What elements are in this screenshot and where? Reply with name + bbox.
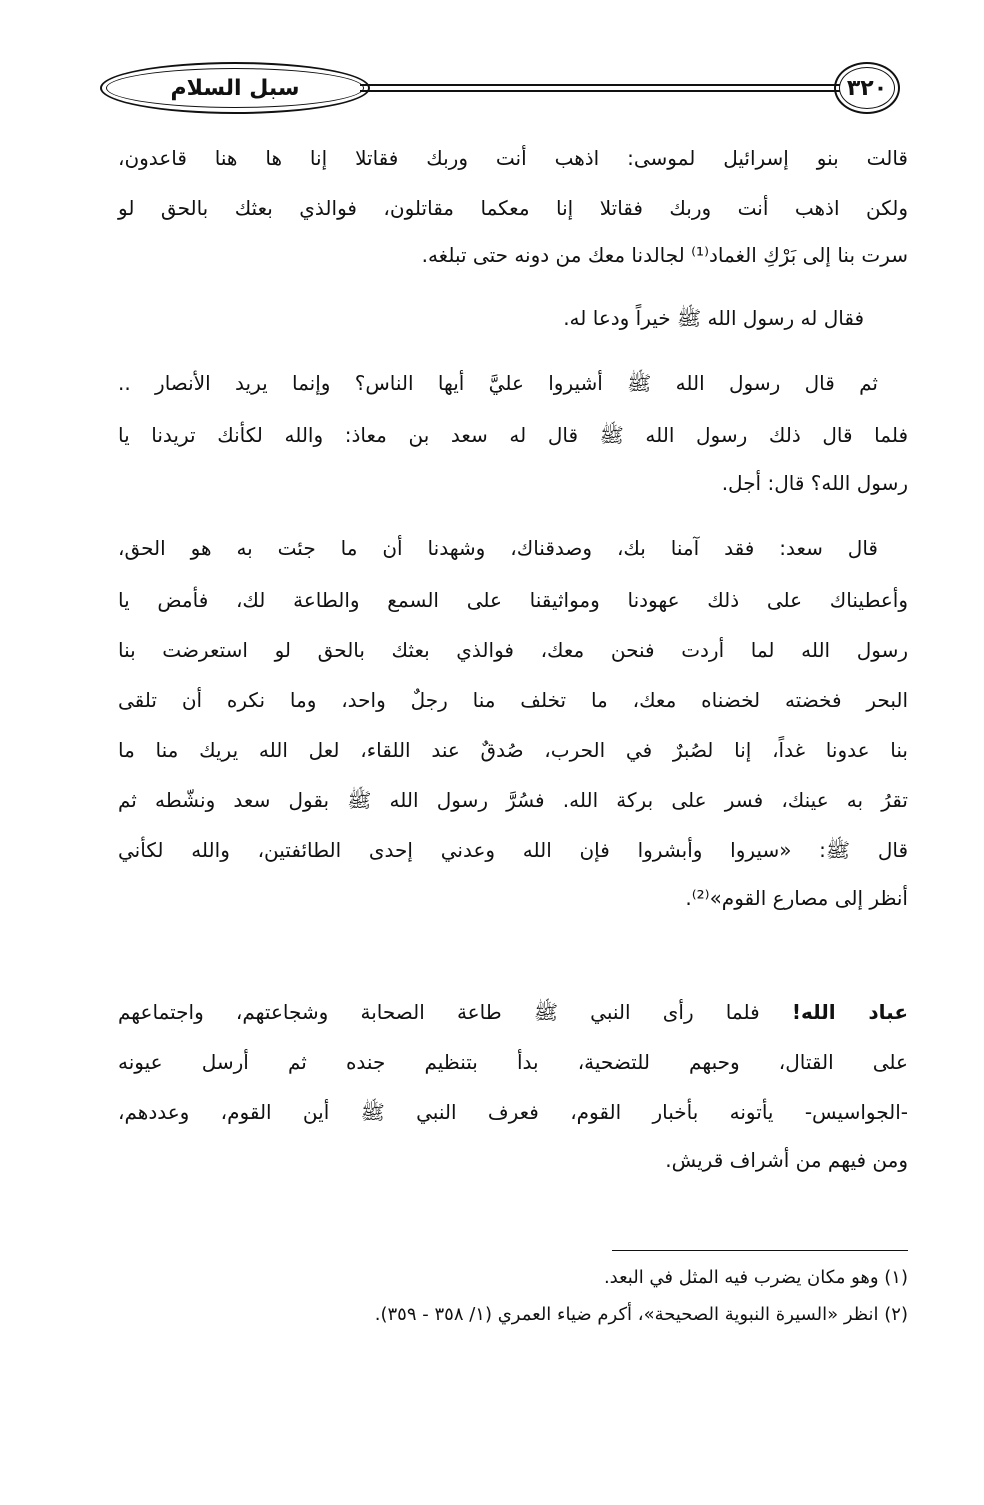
text-line: البحر فخضته لخضناه معك، ما تخلف منا رجلٌ واحد، وما نكره أن تلقى (118, 688, 908, 712)
text-line: وأعطيناك على ذلك عهودنا ومواثيقنا على السمع والطاعة لك، فأمض يا (118, 588, 908, 612)
text-line (118, 997, 908, 1027)
text-line: قال سعد: فقد آمنا بك، وصدقناك، وشهدنا أن ما جئت به هو الحق، (118, 536, 878, 560)
footnote: (٢) انظر «السيرة النبوية الصحيحة»، أكرم ضياء العمري (١/ ٣٥٨ - ٣٥٩). (374, 1304, 908, 1325)
text-line: ولكن اذهب أنت وربك فقاتلا إنا معكما مقاتلون، فوالذي بعثك بالحق لو (118, 196, 908, 220)
book-title: سبل السلام (170, 75, 300, 101)
text-line: تقرُ به عينك، فسر على بركة الله. فسُرَّ رسول الله ﷺ بقول سعد ونشّطه ثم (118, 788, 908, 812)
text-line: ثم قال رسول الله ﷺ أشيروا عليَّ أيها الناس؟ وإنما يريد الأنصار .. (118, 371, 878, 395)
text-line: على القتال، وحبهم للتضحية، بدأ بتنظيم جنده ثم أرسل عيونه (118, 1050, 908, 1074)
bold-address: عباد الله! (791, 1000, 908, 1024)
footnote: (١) وهو مكان يضرب فيه المثل في البعد. (603, 1267, 908, 1288)
text-line: سرت بنا إلى بَرْكِ الغماد⁽¹⁾ لجالدنا معك من دونه حتى تبلغه. (421, 243, 908, 267)
text-line: قالت بنو إسرائيل لموسى: اذهب أنت وربك فقاتلا إنا ها هنا قاعدون، (118, 146, 908, 170)
page-header (100, 58, 900, 118)
text-line: -الجواسيس- يأتونه بأخبار القوم، فعرف النبي ﷺ أين القوم، وعددهم، (118, 1100, 908, 1124)
page-number: ٣٢٠ (834, 62, 900, 114)
text-line: ومن فيهم من أشراف قريش. (665, 1148, 908, 1172)
text-line: رسول الله؟ قال: أجل. (721, 471, 908, 495)
text-fragment: فلما رأى النبي ﷺ (533, 1000, 760, 1024)
text-line: قال ﷺ: «سيروا وأبشروا فإن الله وعدني إحدى الطائفتين، والله لكأني (118, 838, 908, 862)
text-line: أنظر إلى مصارع القوم»⁽²⁾. (685, 886, 908, 910)
footnote-separator (612, 1250, 908, 1251)
text-line: رسول الله لما أردت فنحن معك، فوالذي بعثك بالحق لو استعرضت بنا (118, 638, 908, 662)
header-rule (360, 84, 840, 92)
text-line: فقال له رسول الله ﷺ خيراً ودعا له. (563, 306, 864, 330)
text-line: بنا عدونا غداً، إنا لصُبرٌ في الحرب، صُدقٌ عند اللقاء، لعل الله يريك منا ما (118, 738, 908, 762)
text-line: فلما قال ذلك رسول الله ﷺ قال له سعد بن معاذ: والله لكأنك تريدنا يا (118, 423, 908, 447)
text-fragment: طاعة الصحابة وشجاعتهم، واجتماعهم (118, 1000, 502, 1024)
